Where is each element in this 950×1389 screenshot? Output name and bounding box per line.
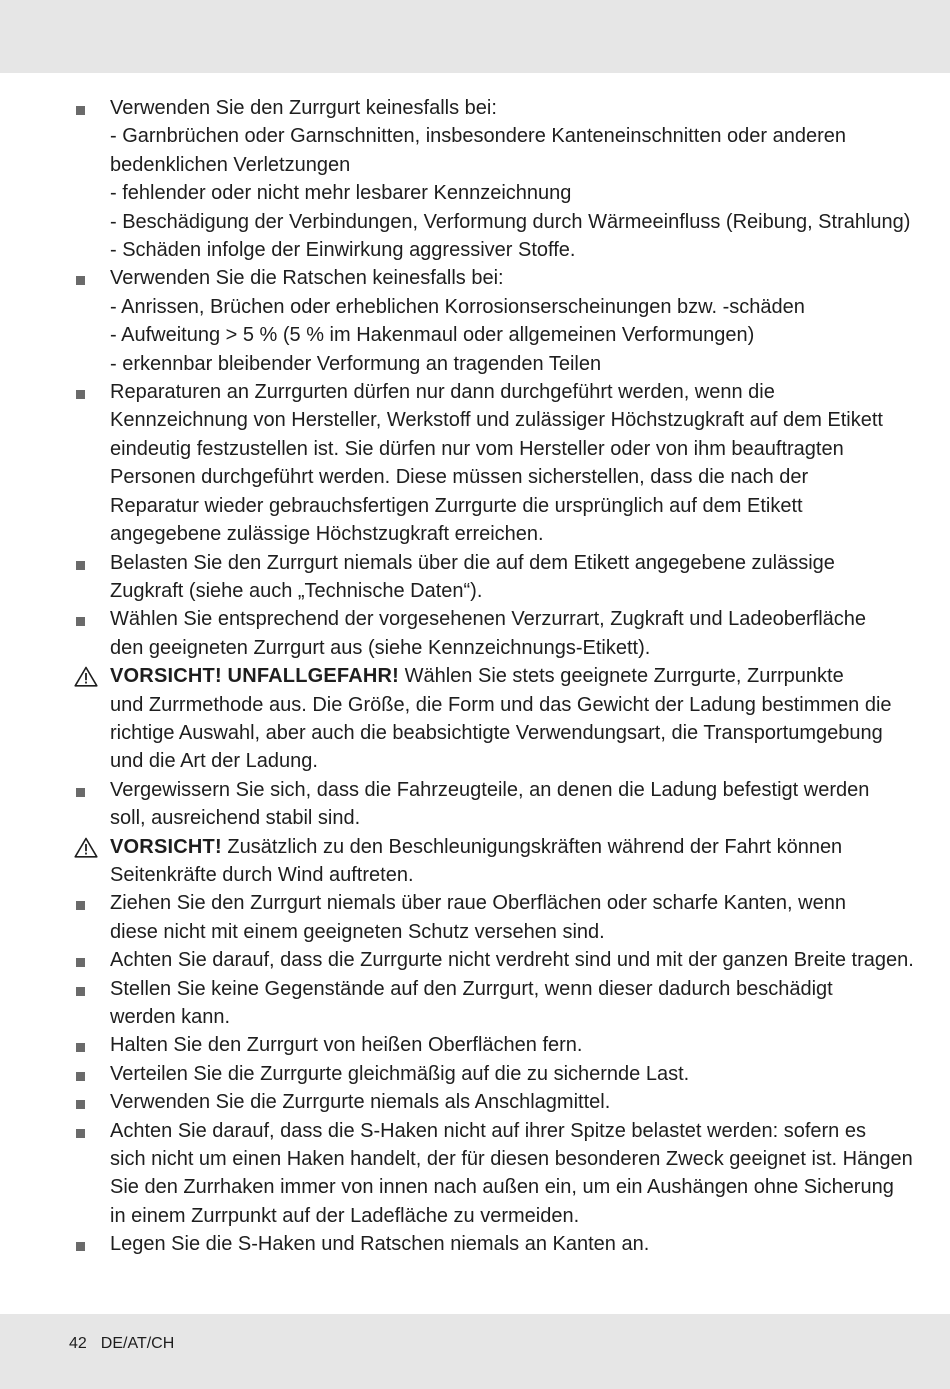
sub-item-line: - fehlender oder nicht mehr lesbarer Kennzeichnung: [110, 182, 572, 205]
item-text: [110, 549, 930, 606]
square-bullet-icon: [74, 946, 94, 974]
item-text: [110, 662, 930, 776]
text-line: den geeigneten Zurrgurt aus (siehe Kennzeichnungs-Etikett).: [110, 636, 651, 659]
header-band: [0, 0, 950, 73]
sub-item-line: bedenklichen Verletzungen: [110, 153, 351, 176]
list-item: [0, 1117, 950, 1231]
text-line: in einem Zurrpunkt auf der Ladefläche zu vermeiden.: [110, 1204, 580, 1227]
square-bullet-icon: [74, 776, 94, 804]
sub-item-line: - Beschädigung der Verbindungen, Verformung durch Wärmeeinfluss (Reibung, Strahlung): [110, 210, 911, 233]
text-line: Belasten Sie den Zurrgurt niemals über die auf dem Etikett angegebene zulässige: [110, 551, 835, 574]
item-text: [110, 94, 930, 264]
square-bullet-icon: [74, 889, 94, 917]
text-line: werden kann.: [110, 1006, 231, 1028]
text-line: soll, ausreichend stabil sind.: [110, 807, 361, 830]
region-label: DE/AT/CH: [100, 1335, 175, 1352]
text-line: Halten Sie den Zurrgurt von heißen Oberflächen fern.: [110, 1034, 583, 1057]
text-line: Stellen Sie keine Gegenstände auf den Zurrgurt, wenn dieser dadurch beschädigt: [110, 977, 833, 1000]
item-text: [110, 833, 930, 890]
square-bullet-icon: [74, 549, 94, 577]
item-text: [110, 378, 930, 548]
square-bullet-icon: [74, 1060, 94, 1088]
sub-item: [110, 236, 930, 264]
sub-item-line: - erkennbar bleibender Verformung an tragenden Teilen: [110, 352, 602, 375]
text-line: Wählen Sie stets geeignete Zurrgurte, Zurrpunkte: [399, 665, 844, 688]
text-line: Reparatur wieder gebrauchsfertigen Zurrgurte die ursprünglich auf dem Etikett: [110, 494, 803, 517]
list-item: [0, 1031, 950, 1059]
item-text: [110, 889, 930, 946]
list-item: [0, 264, 950, 378]
square-bullet-icon: [74, 94, 94, 122]
item-text: [110, 946, 930, 974]
list-item: [0, 378, 950, 548]
text-line: sich nicht um einen Haken handelt, der für diesen besonderen Zweck geeignet ist. Hängen: [110, 1148, 913, 1171]
text-line-with-label: [110, 662, 930, 690]
list-item: [0, 1060, 950, 1088]
sub-item: [110, 350, 930, 378]
text-line: und Zurrmethode aus. Die Größe, die Form und das Gewicht der Ladung bestimmen die: [110, 693, 892, 716]
list-item: [0, 1230, 950, 1258]
warning-item: [0, 833, 950, 890]
text-line: Ziehen Sie den Zurrgurt niemals über raue Oberflächen oder scharfe Kanten, wenn: [110, 892, 846, 915]
item-text: [110, 1060, 930, 1088]
item-text: [110, 1117, 930, 1231]
list-item: [0, 1088, 950, 1116]
text-line: Kennzeichnung von Hersteller, Werkstoff und zulässiger Höchstzugkraft auf dem Etikett: [110, 409, 883, 432]
square-bullet-icon: [74, 1088, 94, 1116]
item-text: [110, 1031, 930, 1059]
sub-item: [110, 179, 930, 207]
item-text: [110, 605, 930, 662]
text-line: Zusätzlich zu den Beschleunigungskräften während der Fahrt können: [221, 835, 843, 858]
warning-triangle-icon: [74, 662, 94, 690]
text-line: Verwenden Sie die Ratschen keinesfalls bei:: [110, 267, 504, 290]
warning-item: [0, 662, 950, 776]
text-line: Achten Sie darauf, dass die Zurrgurte nicht verdreht sind und mit der ganzen Breite tragen.: [110, 949, 914, 972]
text-line: diese nicht mit einem geeigneten Schutz versehen sind.: [110, 920, 605, 943]
warning-triangle-icon: [74, 833, 94, 861]
list-item: [0, 776, 950, 833]
text-line: Vergewissern Sie sich, dass die Fahrzeugteile, an denen die Ladung befestigt werden: [110, 778, 870, 801]
item-text: [110, 264, 930, 378]
sub-item-line: - Anrissen, Brüchen oder erheblichen Korrosionserscheinungen bzw. -schäden: [110, 295, 805, 318]
page-footer: [69, 1333, 188, 1355]
list-item: [0, 946, 950, 974]
list-item: [0, 94, 950, 264]
text-line: Verwenden Sie den Zurrgurt keinesfalls bei:: [110, 97, 497, 119]
text-line: eindeutig festzustellen ist. Sie dürfen nur vom Hersteller oder von ihm beauftragten: [110, 437, 844, 460]
text-line: Personen durchgeführt werden. Diese müssen sicherstellen, dass die nach der: [110, 466, 809, 489]
square-bullet-icon: [74, 1117, 94, 1145]
sub-item: [110, 208, 930, 236]
warning-label: VORSICHT! UNFALLGEFAHR!: [110, 665, 400, 688]
square-bullet-icon: [74, 1230, 94, 1258]
square-bullet-icon: [74, 605, 94, 633]
text-line: Achten Sie darauf, dass die S-Haken nicht auf ihrer Spitze belastet werden: sofern es: [110, 1119, 866, 1142]
text-line: Legen Sie die S-Haken und Ratschen niemals an Kanten an.: [110, 1233, 650, 1256]
text-line: richtige Auswahl, aber auch die beabsichtigte Verwendungsart, die Transportumgebung: [110, 721, 883, 744]
text-line: Sie den Zurrhaken immer von innen nach außen ein, um ein Aushängen ohne Sicherung: [110, 1176, 894, 1199]
list-item: [0, 605, 950, 662]
text-line-with-label: [110, 833, 930, 861]
square-bullet-icon: [74, 975, 94, 1003]
sub-item: [110, 122, 930, 179]
item-text: [110, 776, 930, 833]
sub-item-line: - Aufweitung > 5 % (5 % im Hakenmaul oder allgemeinen Verformungen): [110, 324, 755, 347]
square-bullet-icon: [74, 378, 94, 406]
list-item: [0, 889, 950, 946]
warning-label: VORSICHT!: [110, 835, 222, 858]
text-line: Verteilen Sie die Zurrgurte gleichmäßig auf die zu sichernde Last.: [110, 1062, 690, 1085]
square-bullet-icon: [74, 264, 94, 292]
square-bullet-icon: [74, 1031, 94, 1059]
safety-instructions-list: [0, 94, 950, 1259]
list-item: [0, 975, 950, 1032]
text-line: Wählen Sie entsprechend der vorgesehenen Verzurrart, Zugkraft und Ladeoberfläche: [110, 608, 867, 631]
sub-item: [110, 321, 930, 349]
item-text: [110, 1230, 930, 1258]
text-line: Reparaturen an Zurrgurten dürfen nur dann durchgeführt werden, wenn die: [110, 381, 775, 404]
text-line: Seitenkräfte durch Wind auftreten.: [110, 863, 414, 886]
text-line: angegebene zulässige Höchstzugkraft erreichen.: [110, 523, 544, 546]
page-number: 42: [69, 1335, 87, 1352]
text-line: und die Art der Ladung.: [110, 750, 318, 773]
item-text: [110, 1088, 930, 1116]
list-item: [0, 549, 950, 606]
item-text: [110, 975, 930, 1032]
sub-item-line: - Garnbrüchen oder Garnschnitten, insbesondere Kanteneinschnitten oder anderen: [110, 125, 847, 148]
text-line: Verwenden Sie die Zurrgurte niemals als Anschlagmittel.: [110, 1091, 611, 1114]
text-line: Zugkraft (siehe auch „Technische Daten“).: [110, 579, 483, 602]
sub-item-line: - Schäden infolge der Einwirkung aggressiver Stoffe.: [110, 239, 576, 262]
sub-item: [110, 293, 930, 321]
